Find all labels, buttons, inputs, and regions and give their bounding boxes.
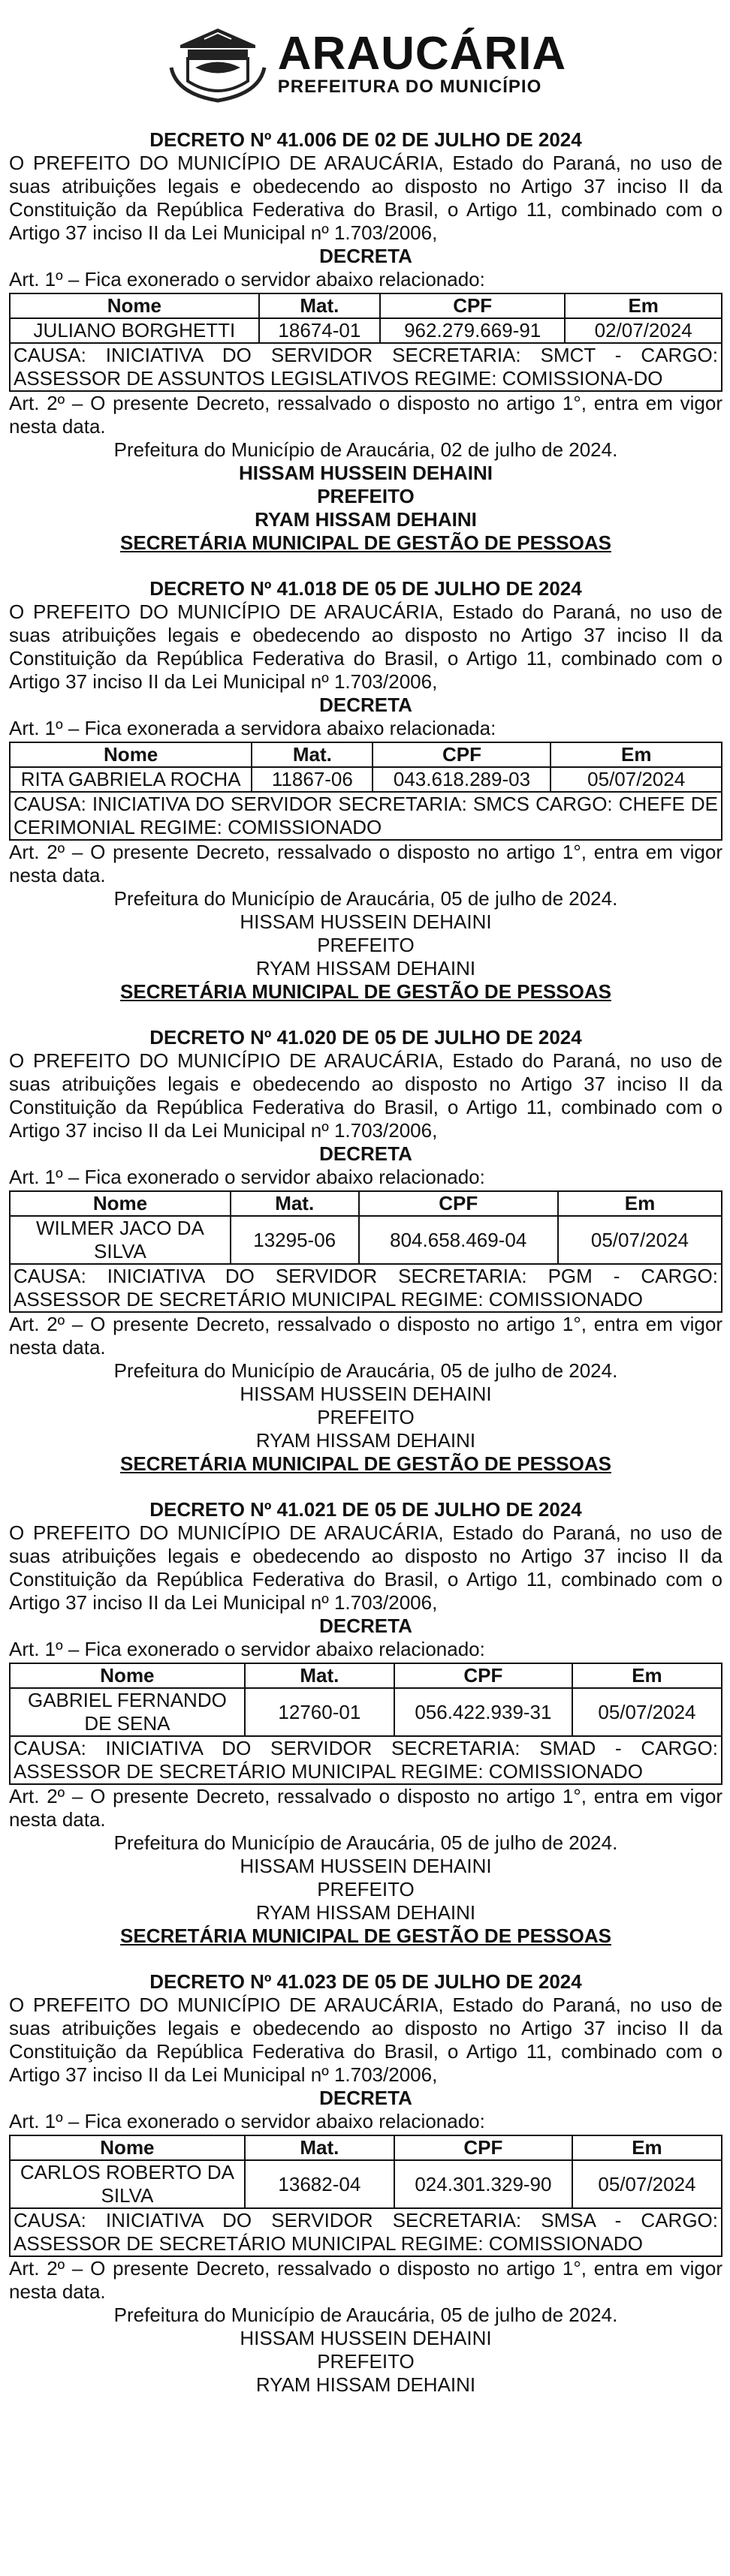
cell-mat: 18674-01 xyxy=(259,318,380,343)
cell-nome: WILMER JACO DA SILVA xyxy=(10,1216,231,1264)
cell-em: 05/07/2024 xyxy=(551,767,722,792)
decree-title: DECRETO Nº 41.021 DE 05 DE JULHO DE 2024 xyxy=(149,1498,582,1521)
table-row xyxy=(10,1688,722,1736)
place-date: Prefeitura do Município de Araucária, 05 de julho de 2024. xyxy=(113,887,618,910)
employee-table xyxy=(9,2135,722,2257)
col-cpf: CPF xyxy=(394,1663,572,1688)
brand-subtitle: PREFEITURA DO MUNICÍPIO xyxy=(277,76,542,97)
table-row xyxy=(10,318,722,343)
employee-table xyxy=(9,293,722,392)
decree-title: DECRETO Nº 41.023 DE 05 DE JULHO DE 2024 xyxy=(149,1970,582,1993)
signer-role: PREFEITO xyxy=(317,2350,415,2373)
signer-name: HISSAM HUSSEIN DEHAINI xyxy=(240,910,492,933)
col-mat: Mat. xyxy=(245,1663,394,1688)
cell-em: 05/07/2024 xyxy=(572,2160,722,2208)
decree-block xyxy=(9,1970,722,2397)
table-header-row xyxy=(10,1663,722,1688)
decreta-heading: DECRETA xyxy=(319,245,412,267)
article-2: Art. 2º – O presente Decreto, ressalvado o disposto no artigo 1°, entra em vigor nesta data. xyxy=(9,1313,722,1359)
cell-em: 05/07/2024 xyxy=(572,1688,722,1736)
place-date: Prefeitura do Município de Araucária, 02 de julho de 2024. xyxy=(113,438,618,461)
employee-table xyxy=(9,742,722,841)
table-header-row xyxy=(10,1191,722,1216)
place-date: Prefeitura do Município de Araucária, 05 de julho de 2024. xyxy=(113,1831,618,1854)
signer-role: PREFEITO xyxy=(317,485,415,507)
table-header-row xyxy=(10,293,722,318)
decree-preamble: O PREFEITO DO MUNICÍPIO DE ARAUCÁRIA, Estado do Paraná, no uso de suas atribuições legais e obedecendo ao disposto no Artigo 37 inciso II da Constituição da República Federativa do Brasil, o Artigo 11, combinado com o Artigo 37 inciso II da Lei Municipal nº 1.703/2006, xyxy=(9,600,722,693)
cell-cpf: 804.658.469-04 xyxy=(359,1216,558,1264)
cause-row xyxy=(10,792,722,840)
cell-nome: CARLOS ROBERTO DA SILVA xyxy=(10,2160,245,2208)
col-em: Em xyxy=(572,2135,722,2160)
decree-preamble: O PREFEITO DO MUNICÍPIO DE ARAUCÁRIA, Estado do Paraná, no uso de suas atribuições legais e obedecendo ao disposto no Artigo 37 inciso II da Constituição da República Federativa do Brasil, o Artigo 11, combinado com o Artigo 37 inciso II da Lei Municipal nº 1.703/2006, xyxy=(9,1994,722,2086)
col-em: Em xyxy=(558,1191,722,1216)
section-heading: SECRETÁRIA MUNICIPAL DE GESTÃO DE PESSOAS xyxy=(120,980,611,1003)
section-heading: SECRETÁRIA MUNICIPAL DE GESTÃO DE PESSOAS xyxy=(120,1452,611,1475)
secretary-name: RYAM HISSAM DEHAINI xyxy=(255,1901,476,1924)
cell-cpf: 024.301.329-90 xyxy=(394,2160,572,2208)
signer-name: HISSAM HUSSEIN DEHAINI xyxy=(238,462,493,484)
table-row xyxy=(10,767,722,792)
col-mat: Mat. xyxy=(259,293,380,318)
signer-name: HISSAM HUSSEIN DEHAINI xyxy=(240,1855,492,1877)
col-em: Em xyxy=(572,1663,722,1688)
decree-block xyxy=(9,1498,722,1948)
table-row xyxy=(10,2160,722,2208)
signer-role: PREFEITO xyxy=(317,1878,415,1900)
municipal-crest-icon xyxy=(165,23,270,105)
decreta-heading: DECRETA xyxy=(319,2087,412,2109)
decree-block xyxy=(9,1026,722,1476)
signer-role: PREFEITO xyxy=(317,934,415,956)
decree-title: DECRETO Nº 41.006 DE 02 DE JULHO DE 2024 xyxy=(149,128,582,151)
section-heading: SECRETÁRIA MUNICIPAL DE GESTÃO DE PESSOAS xyxy=(120,1924,611,1947)
col-mat: Mat. xyxy=(252,742,373,767)
decree-preamble: O PREFEITO DO MUNICÍPIO DE ARAUCÁRIA, Estado do Paraná, no uso de suas atribuições legais e obedecendo ao disposto no Artigo 37 inciso II da Constituição da República Federativa do Brasil, o Artigo 11, combinado com o Artigo 37 inciso II da Lei Municipal nº 1.703/2006, xyxy=(9,152,722,244)
article-2: Art. 2º – O presente Decreto, ressalvado o disposto no artigo 1°, entra em vigor nesta data. xyxy=(9,2257,722,2303)
decree-title: DECRETO Nº 41.020 DE 05 DE JULHO DE 2024 xyxy=(149,1026,582,1049)
signer-name: HISSAM HUSSEIN DEHAINI xyxy=(240,2327,492,2349)
col-cpf: CPF xyxy=(394,2135,572,2160)
col-mat: Mat. xyxy=(231,1191,359,1216)
cell-cpf: 962.279.669-91 xyxy=(380,318,565,343)
article-1: Art. 1º – Fica exonerado o servidor abaixo relacionado: xyxy=(9,1638,485,1660)
decree-preamble: O PREFEITO DO MUNICÍPIO DE ARAUCÁRIA, Estado do Paraná, no uso de suas atribuições legais e obedecendo ao disposto no Artigo 37 inciso II da Constituição da República Federativa do Brasil, o Artigo 11, combinado com o Artigo 37 inciso II da Lei Municipal nº 1.703/2006, xyxy=(9,1521,722,1614)
secretary-name: RYAM HISSAM DEHAINI xyxy=(255,2373,476,2396)
cause-text: CAUSA: INICIATIVA DO SERVIDOR SECRETARIA: SMSA - CARGO: ASSESSOR DE SECRETÁRIO MUNICIPAL REGIME: COMISSIONADO xyxy=(10,2208,722,2256)
cause-row xyxy=(10,2208,722,2256)
cause-text: CAUSA: INICIATIVA DO SERVIDOR SECRETARIA: SMCT - CARGO: ASSESSOR DE ASSUNTOS LEGISLATIVOS REGIME: COMISSIONA-DO xyxy=(10,343,722,391)
decree-list xyxy=(9,128,722,2397)
col-em: Em xyxy=(551,742,722,767)
employee-table xyxy=(9,1663,722,1785)
secretary-name: RYAM HISSAM DEHAINI xyxy=(255,1429,476,1452)
col-cpf: CPF xyxy=(373,742,551,767)
article-1: Art. 1º – Fica exonerada a servidora abaixo relacionada: xyxy=(9,717,496,739)
cause-text: CAUSA: INICIATIVA DO SERVIDOR SECRETARIA: SMAD - CARGO: ASSESSOR DE SECRETÁRIO MUNICIPAL REGIME: COMISSIONADO xyxy=(10,1736,722,1784)
table-row xyxy=(10,1216,722,1264)
article-2: Art. 2º – O presente Decreto, ressalvado o disposto no artigo 1°, entra em vigor nesta data. xyxy=(9,1785,722,1831)
decree-block xyxy=(9,577,722,1004)
cell-mat: 13295-06 xyxy=(231,1216,359,1264)
cell-nome: GABRIEL FERNANDO DE SENA xyxy=(10,1688,245,1736)
cause-text: CAUSA: INICIATIVA DO SERVIDOR SECRETARIA: SMCS CARGO: CHEFE DE CERIMONIAL REGIME: COMISSIONADO xyxy=(10,792,722,840)
cause-row xyxy=(10,1264,722,1312)
cell-cpf: 043.618.289-03 xyxy=(373,767,551,792)
decree-preamble: O PREFEITO DO MUNICÍPIO DE ARAUCÁRIA, Estado do Paraná, no uso de suas atribuições legais e obedecendo ao disposto no Artigo 37 inciso II da Constituição da República Federativa do Brasil, o Artigo 11, combinado com o Artigo 37 inciso II da Lei Municipal nº 1.703/2006, xyxy=(9,1049,722,1142)
cell-mat: 13682-04 xyxy=(245,2160,394,2208)
cell-cpf: 056.422.939-31 xyxy=(394,1688,572,1736)
col-nome: Nome xyxy=(10,1191,231,1216)
place-date: Prefeitura do Município de Araucária, 05 de julho de 2024. xyxy=(113,2304,618,2326)
col-nome: Nome xyxy=(10,2135,245,2160)
decreta-heading: DECRETA xyxy=(319,1615,412,1637)
brand-name: ARAUCÁRIA xyxy=(277,27,567,80)
place-date: Prefeitura do Município de Araucária, 05 de julho de 2024. xyxy=(113,1359,618,1382)
signer-role: PREFEITO xyxy=(317,1406,415,1428)
cell-mat: 11867-06 xyxy=(252,767,373,792)
article-1: Art. 1º – Fica exonerado o servidor abaixo relacionado: xyxy=(9,1166,485,1188)
decree-block xyxy=(9,128,722,555)
col-nome: Nome xyxy=(10,742,252,767)
article-2: Art. 2º – O presente Decreto, ressalvado o disposto no artigo 1°, entra em vigor nesta data. xyxy=(9,392,722,438)
table-header-row xyxy=(10,2135,722,2160)
table-header-row xyxy=(10,742,722,767)
secretary-name: RYAM HISSAM DEHAINI xyxy=(255,957,476,980)
decreta-heading: DECRETA xyxy=(319,694,412,716)
col-nome: Nome xyxy=(10,1663,245,1688)
col-cpf: CPF xyxy=(380,293,565,318)
cell-nome: RITA GABRIELA ROCHA xyxy=(10,767,252,792)
article-1: Art. 1º – Fica exonerado o servidor abaixo relacionado: xyxy=(9,2110,485,2132)
cause-row xyxy=(10,343,722,391)
section-heading: SECRETÁRIA MUNICIPAL DE GESTÃO DE PESSOAS xyxy=(120,531,611,554)
decree-title: DECRETO Nº 41.018 DE 05 DE JULHO DE 2024 xyxy=(149,577,582,600)
cause-row xyxy=(10,1736,722,1784)
employee-table xyxy=(9,1190,722,1313)
col-cpf: CPF xyxy=(359,1191,558,1216)
secretary-name: RYAM HISSAM DEHAINI xyxy=(255,508,477,531)
decreta-heading: DECRETA xyxy=(319,1142,412,1165)
col-nome: Nome xyxy=(10,293,259,318)
col-mat: Mat. xyxy=(245,2135,394,2160)
cell-mat: 12760-01 xyxy=(245,1688,394,1736)
header xyxy=(9,17,722,110)
cell-nome: JULIANO BORGHETTI xyxy=(10,318,259,343)
article-1: Art. 1º – Fica exonerado o servidor abaixo relacionado: xyxy=(9,268,485,290)
cell-em: 05/07/2024 xyxy=(558,1216,722,1264)
col-em: Em xyxy=(565,293,722,318)
brand xyxy=(277,27,567,97)
cause-text: CAUSA: INICIATIVA DO SERVIDOR SECRETARIA: PGM - CARGO: ASSESSOR DE SECRETÁRIO MUNICIPAL REGIME: COMISSIONADO xyxy=(10,1264,722,1312)
article-2: Art. 2º – O presente Decreto, ressalvado o disposto no artigo 1°, entra em vigor nesta data. xyxy=(9,841,722,886)
cell-em: 02/07/2024 xyxy=(565,318,722,343)
signer-name: HISSAM HUSSEIN DEHAINI xyxy=(240,1383,492,1405)
